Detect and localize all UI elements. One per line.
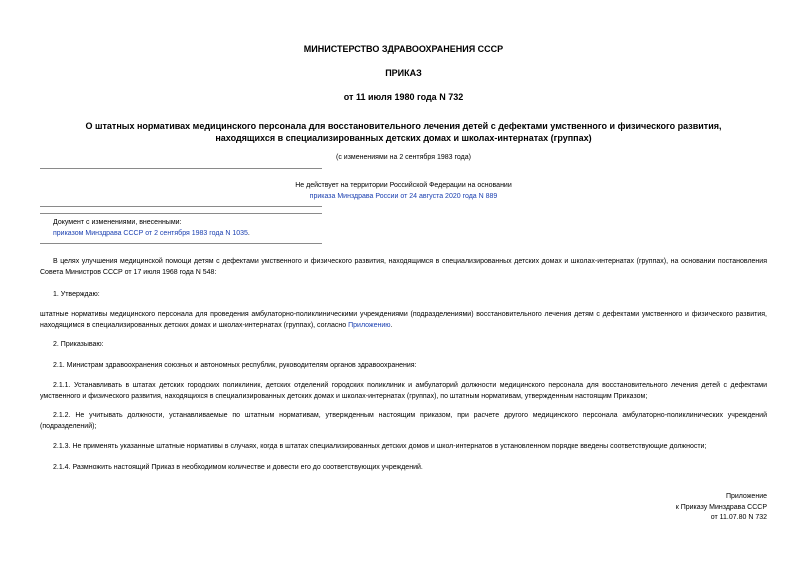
intro-paragraph: В целях улучшения медицинской помощи детям с дефектами умственного и физического развития, находящимся в специализированных детских домах и школах-интернатах (группах), на основании постановления Совета Министров СССР от 17 июля 1968 года N 548: xyxy=(40,258,767,276)
clause-2-1-3: 2.1.3. Не применять указанные штатные нормативы в случаях, когда в штатах специализированных детских домов и школ-интернатов в установленном порядке введены соответствующие должности; xyxy=(53,443,707,450)
clause-2-1-4: 2.1.4. Размножить настоящий Приказ в необходимом количестве и довести его до соответствующих учреждений. xyxy=(53,464,423,471)
appendix-block xyxy=(676,492,767,524)
appendix-line-3: от 11.07.80 N 732 xyxy=(710,514,767,521)
changes-link-line xyxy=(53,228,353,239)
clause-1-text xyxy=(40,309,767,331)
date-number-heading: от 11 июля 1980 года N 732 xyxy=(343,92,464,102)
clause-2-1-2: 2.1.2. Не учитывать должности, устанавливаемые по штатным нормативам, утвержденным настоящим приказом, при расчете другого медицинского персонала амбулаторно-поликлинических учреждений (подразделений); xyxy=(40,412,767,430)
status-link[interactable]: приказа Минздрава России от 24 августа 2020 года N 889 xyxy=(309,193,498,200)
divider-status-1 xyxy=(40,206,322,207)
ministry-heading: МИНИСТЕРСТВО ЗДРАВООХРАНЕНИЯ СССР xyxy=(303,44,504,54)
clause-1: 1. Утверждаю: xyxy=(53,291,100,298)
changes-link[interactable]: приказом Минздрава СССР от 2 сентября 1983 года N 1035 xyxy=(53,230,248,237)
doc-type-heading: ПРИКАЗ xyxy=(385,68,422,78)
divider-top xyxy=(40,168,322,169)
status-text: Не действует на территории Российской Федерации на основании xyxy=(295,182,512,189)
appendix-line-1: Приложение xyxy=(725,493,767,500)
divider-status-2 xyxy=(40,213,322,214)
document-title: О штатных нормативах медицинского персонала для восстановительного лечения детей с дефектами умственного и физического развития, находящихся в специализированных детских домах и школах-интернатах (группах) xyxy=(85,121,722,143)
changes-suffix: . xyxy=(247,230,250,237)
clause-2-1: 2.1. Министрам здравоохранения союзных и автономных республик, руководителям органов здравоохранения: xyxy=(53,362,417,369)
clause-1-body: штатные нормативы медицинского персонала для проведения амбулаторно-поликлиническими учреждениями (подразделениями) восстановительного лечения детям с дефектами умственного и физического развития, находящимся в специализированных детских домах и школах-интернатах (группах), согласно xyxy=(40,311,767,329)
clause-2-1-1: 2.1.1. Устанавливать в штатах детских городских поликлиник, детских отделений городских поликлиник и амбулаторий должности медицинского персонала для восстановительного лечения детей с дефектами умственного и физического развития, находящихся в специализированных детских домах и школах-интернатах (группах), по штатным нормативам, утвержденным настоящим Приказом; xyxy=(40,382,767,400)
clause-1-suffix: . xyxy=(390,322,393,329)
divider-changes xyxy=(40,243,322,244)
appendix-line-2: к Приказу Минздрава СССР xyxy=(675,503,767,511)
clause-2: 2. Приказываю: xyxy=(53,341,104,348)
status-link-line xyxy=(40,191,767,202)
appendix-link[interactable]: Приложению xyxy=(348,322,391,329)
changes-label: Документ с изменениями, внесенными: xyxy=(53,219,182,226)
amendment-note: (с изменениями на 2 сентября 1983 года) xyxy=(336,154,471,161)
